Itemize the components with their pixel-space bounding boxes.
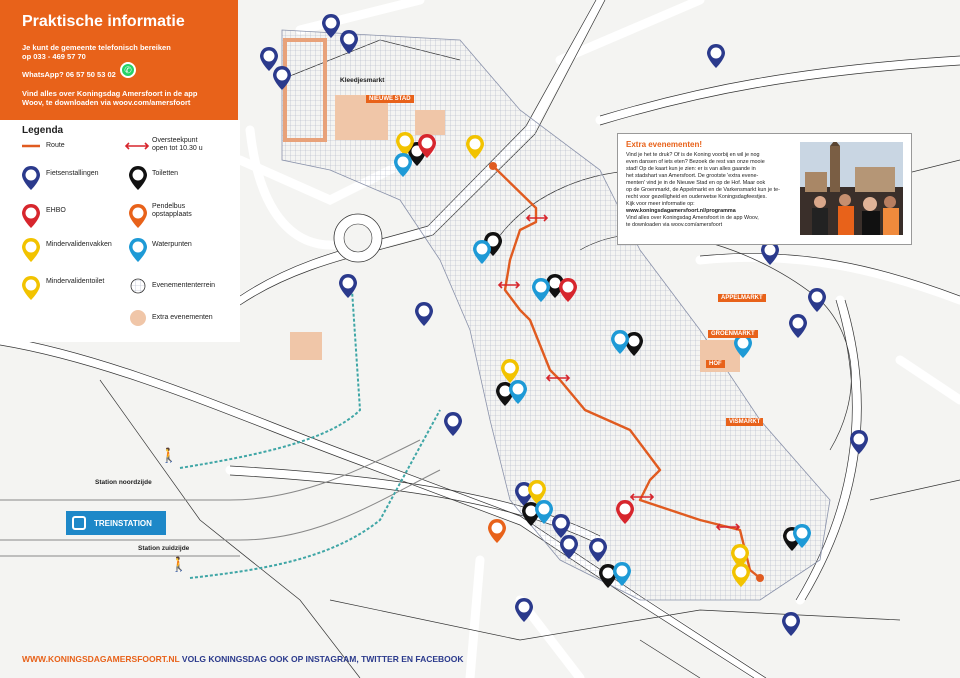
extra-events-text xyxy=(626,152,804,229)
label-groenmarkt: GROENMARKT xyxy=(708,330,758,338)
legend-water-icon xyxy=(129,238,147,262)
extra-line-8: Kijk voor meer informatie op: xyxy=(626,201,695,207)
walking-person-icon: 🚶 xyxy=(160,447,178,463)
crowd-photo xyxy=(800,142,903,235)
legend-wheelchair-label: Mindervalidenvakken xyxy=(46,241,112,248)
legend-route-label: Route xyxy=(46,142,65,149)
whatsapp-number: WhatsApp? 06 57 50 53 02 xyxy=(22,70,116,79)
legend-bus-line2: opstapplaats xyxy=(152,211,192,218)
legend-toilet-icon xyxy=(129,166,147,190)
label-hof: HOF xyxy=(706,360,725,368)
legend-extra-icon xyxy=(130,310,146,326)
extra-line-6: op de Groenmarkt, de Appelmarkt en de Varkensmarkt kun je te- xyxy=(626,187,780,193)
footer-follow-text: VOLG KONINGSDAG OOK OP INSTAGRAM, TWITTER EN FACEBOOK xyxy=(179,654,464,664)
legend-crossing-line1: Oversteekpunt xyxy=(152,137,198,144)
extra-events-title: Extra evenementen! xyxy=(626,140,703,149)
label-appelmarkt: APPELMARKT xyxy=(718,294,766,302)
route-end xyxy=(756,574,764,582)
app-line-2: Woov, te downloaden via woov.com/amersfoort xyxy=(22,98,191,107)
extra-events-box xyxy=(617,133,912,245)
extra-line-7: recht voor gezelligheid en ouderwetse Koningsdagfeestjes. xyxy=(626,194,767,200)
label-station-north: Station noordzijde xyxy=(95,479,152,486)
label-station-south: Station zuidzijde xyxy=(138,545,190,552)
extra-line-9: Vind alles over Koningsdag Amersfoort in de app Woov, xyxy=(626,215,759,221)
legend-icons xyxy=(0,120,240,342)
legend-extra-event-label: Extra evenementen xyxy=(152,314,213,321)
train-icon xyxy=(72,516,86,530)
legend-crossing-line2: open tot 10.30 u xyxy=(152,145,203,152)
legend-water-label: Waterpunten xyxy=(152,241,192,248)
extra-program-link[interactable]: www.koningsdagamersfoort.nl/programma xyxy=(626,208,736,214)
route-start xyxy=(489,162,497,170)
legend-toilet-label: Toiletten xyxy=(152,170,179,177)
legend-event-area-label: Evenemententerrein xyxy=(152,282,216,289)
legend-bus-icon xyxy=(129,204,147,228)
extra-line-2: even dansen of iets eten? Bezoek de rest van onze mooie xyxy=(626,159,765,165)
footer xyxy=(22,654,464,664)
info-title: Praktische informatie xyxy=(22,13,185,30)
legend-first-aid-icon xyxy=(22,204,40,228)
extra-line-5: menten' vind je in de Nieuwe Stad en op de Hof. Maar ook xyxy=(626,180,766,186)
extra-line-1: Vind je het te druk? Of is de Koning voorbij en wil je nog xyxy=(626,152,760,158)
legend-wheelchair-icon xyxy=(22,238,40,262)
legend-title: Legenda xyxy=(22,125,64,136)
legend-bicycle-icon xyxy=(22,166,40,190)
legend-accessible-toilet-label: Mindervalidentoilet xyxy=(46,278,105,285)
phone-line-1: Je kunt de gemeente telefonisch bereiken xyxy=(22,43,171,52)
app-line-1: Vind alles over Koningsdag Amersfoort in de app xyxy=(22,89,198,98)
extra-line-4: het stadshart van Amersfoort. De grootste 'extra evene- xyxy=(626,173,759,179)
phone-line-2: op 033 - 469 57 70 xyxy=(22,52,86,61)
whatsapp-icon: ✆ xyxy=(120,62,136,78)
legend-accessible-toilet-icon xyxy=(22,276,40,300)
walking-person-icon-south: 🚶 xyxy=(170,556,188,572)
legend-grid-icon xyxy=(131,279,145,293)
legend-bicycle-label: Fietsenstallingen xyxy=(46,170,99,177)
label-vismarkt: VISMARKT xyxy=(726,418,763,426)
info-panel xyxy=(0,0,238,120)
extra-line-10: te downloaden via woov.com/amersfoort xyxy=(626,222,723,228)
legend-first-aid-label: EHBO xyxy=(46,207,66,214)
train-station-badge xyxy=(66,511,166,535)
extra-line-3: stad! Op de kaart kun je zien: er is van alles gaande in xyxy=(626,166,756,172)
label-nieuwe-stad: NIEUWE STAD xyxy=(366,95,414,103)
footer-site-link[interactable]: WWW.KONINGSDAGAMERSFOORT.NL xyxy=(22,654,180,664)
train-station-label: TREINSTATION xyxy=(94,518,152,528)
label-kleedjesmarkt: Kleedjesmarkt xyxy=(340,77,385,84)
legend-bus-line1: Pendelbus xyxy=(152,203,186,210)
